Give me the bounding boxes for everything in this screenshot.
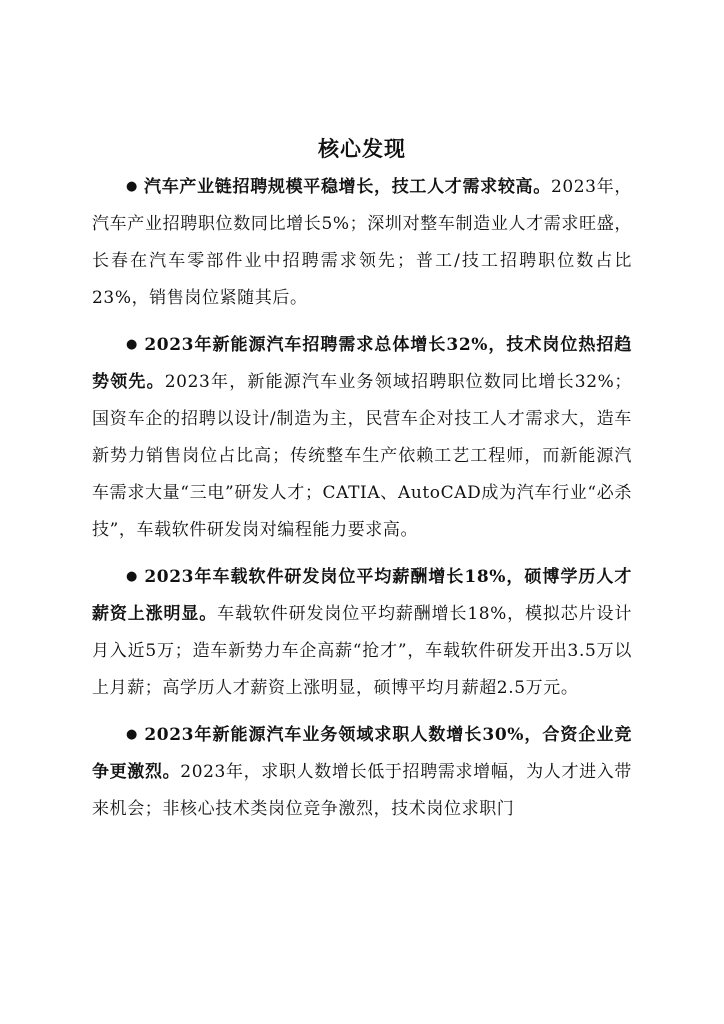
document-page <box>92 134 632 837</box>
finding-1-heading: 汽车产业链招聘规模平稳增长，技工人才需求较高。 <box>144 177 551 197</box>
page-title: 核心发现 <box>318 136 406 161</box>
finding-3 <box>92 558 632 707</box>
finding-4-body: 2023年，求职人数增长低于招聘需求增幅，为人才进入带来机会；非核心技术类岗位竞争激烈，技术岗位求职门 <box>92 762 633 819</box>
finding-3-heading: 2023年车载软件研发岗位平均薪酬增长18%，硕博学历人才薪资上涨明显。 <box>92 567 632 624</box>
bullet-icon: ● <box>126 727 139 742</box>
finding-4 <box>92 716 632 828</box>
finding-1-body: 2023年，汽车产业招聘职位数同比增长5%；深圳对整车制造业人才需求旺盛，长春在汽车零部件业中招聘需求领先；普工/技工招聘职位数占比23%，销售岗位紧随其后。 <box>92 177 632 308</box>
finding-1 <box>92 168 632 317</box>
bullet-icon: ● <box>126 179 139 194</box>
finding-3-body: 车载软件研发岗位平均薪酬增长18%，模拟芯片设计月入近5万；造车新势力车企高薪“抢才”，车载软件研发开出3.5万以上月薪；高学历人才薪资上涨明显，硕博平均月薪超2.5万元。 <box>92 604 633 698</box>
finding-2-body: 2023年，新能源汽车业务领域招聘职位数同比增长32%；国资车企的招聘以设计/制造为主，民营车企对技工人才需求大，造车新势力销售岗位占比高；传统整车生产依赖工艺工程师，而新能源汽车需求大量“三电”研发人才；CATIA、AutoCAD成为汽车行业“必杀技”，车载软件研发岗对编程能力要求高。 <box>92 372 632 540</box>
finding-4-heading: 2023年新能源汽车业务领域求职人数增长30%，合资企业竞争更激烈。 <box>92 725 632 782</box>
bullet-icon: ● <box>126 569 139 584</box>
finding-2 <box>92 326 632 549</box>
bullet-icon: ● <box>126 337 139 352</box>
finding-2-heading: 2023年新能源汽车招聘需求总体增长32%，技术岗位热招趋势领先。 <box>92 335 632 392</box>
